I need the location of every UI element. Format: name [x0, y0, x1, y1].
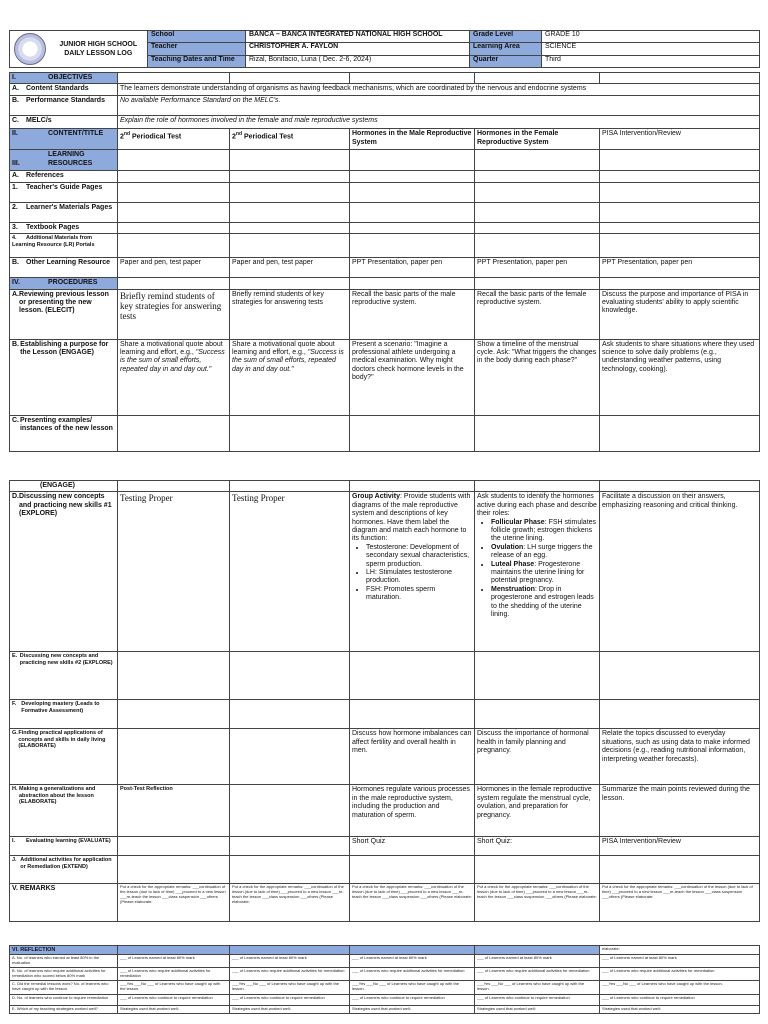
reflection-answer: Strategies used that worked well: [350, 1006, 475, 1014]
quarter-value: Third [542, 55, 760, 67]
tg-pages-label: 1. Teacher's Guide Pages [10, 182, 118, 202]
proc-d-col-2: Testing Proper [230, 492, 350, 652]
proc-f-label: F. Developing mastery (Leads to Formative Assessment) [10, 700, 118, 729]
other-resource-4: PPT Presentation, paper pen [475, 258, 600, 278]
proc-i-col-3: Short Quiz [350, 837, 475, 856]
grade-label: Grade Level [470, 31, 542, 43]
melc-label: C. MELC/s [10, 116, 118, 129]
remarks-col-5: Put a check for the appropriate remarks: ___continuation of the lesson (due to lack of time) ___proceed to a new lesson ___re-teach the lesson ___class suspension ___others (Please elaborate: [600, 884, 760, 922]
reflection-q-e: E. Which of my teaching strategies worked well? [10, 1006, 118, 1014]
proc-a-col-1: Briefly remind students of key strategies for answering tests [118, 289, 230, 339]
reflection-answer: Strategies used that worked well: [230, 1006, 350, 1014]
proc-h-col-4: Hormones in the female reproductive system regulate the menstrual cycle, ovulation, and preparation for pregnancy. [475, 785, 600, 837]
proc-d-col-5: Facilitate a discussion on their answers, emphasizing reasoning and critical thinking. [600, 492, 760, 652]
remarks-label: V. REMARKS [10, 884, 118, 922]
seal-icon [14, 33, 46, 65]
proc-a-col-3: Recall the basic parts of the male reproductive system. [350, 289, 475, 339]
proc-d-col-3: Group Activity: Provide students with diagrams of the male reproductive system and descriptions of key hormones. Have them label the diagram and match each hormone to its function: • Testosterone: Development of secondary sexual characteristics, sperm production. • LH: Stimulates testosterone production. • FSH: Promotes sperm maturation. [350, 492, 475, 652]
proc-a-col-4: Recall the basic parts of the female reproductive system. [475, 289, 600, 339]
dll-header [9, 30, 759, 68]
proc-d-col-1: Testing Proper [118, 492, 230, 652]
reflection-q-a: A. No. of learners who earned at least 80% in the evaluation [10, 955, 118, 968]
list-item: • Ovulation: LH surge triggers the release of an egg. [491, 544, 597, 561]
textbook-pages-label: 3. Textbook Pages [10, 222, 118, 233]
reflection-answer: ___ of Learners who continue to require remediation [475, 995, 600, 1006]
reflection-answer: ___ of Learners who require additional activities for remediation [230, 968, 350, 981]
dll-main-table [9, 72, 759, 452]
proc-b-col-3: Present a scenario: "Imagine a professional athlete undergoing a medical examination. Why might doctors check hormone levels in the body?" [350, 339, 475, 415]
list-item: • FSH: Promotes sperm maturation. [366, 586, 472, 603]
reflection-answer: ___Yes ___No ___ of Learners who have caught up with the lesson. [118, 981, 230, 995]
school-value: BANCA – BANCA INTEGRATED NATIONAL HIGH SCHOOL [246, 31, 470, 43]
dates-label: Teaching Dates and Time [148, 55, 246, 67]
reflection-answer: ___ of Learners who continue to require remediation [118, 995, 230, 1006]
reflection-answer: ___ of Learners who require additional activities for remediation [350, 968, 475, 981]
reflection-answer: ___ of Learners who require additional activities for remediation [475, 968, 600, 981]
proc-g-col-3: Discuss how hormone imbalances can affect fertility and overall health in men. [350, 729, 475, 785]
content-standards-text: The learners demonstrate understanding of organisms as having feedback mechanisms, which are coordinated by the nervous and endocrine systems [118, 84, 760, 96]
dates-value: Rizal, Bonifacio, Luna ( Dec. 2-6, 2024) [246, 55, 470, 67]
proc-h-col-5: Summarize the main points reviewed during the lesson. [600, 785, 760, 837]
proc-a-label: A. Reviewing previous lesson or presenting the new lesson. (ELECIT) [10, 289, 118, 339]
reflection-q-d: D. No. of learners who continue to require remediation [10, 995, 118, 1006]
log-title: JUNIOR HIGH SCHOOL DAILY LESSON LOG [50, 31, 148, 68]
other-resource-2: Paper and pen, test paper [230, 258, 350, 278]
proc-e-label: E. Discussing new concepts and practicing new skills #2 (EXPLORE) [10, 652, 118, 700]
teacher-label: Teacher [148, 43, 246, 55]
deped-seal [10, 31, 50, 68]
content-standards-label: A. Content Standards [10, 84, 118, 96]
reflection-answer: ___Yes ___No ___ of Learners who have caught up with the lesson. [475, 981, 600, 995]
reflection-q-b: B. No. of learners who require additional activities for remediation who scored below 80% mark [10, 968, 118, 981]
proc-c-label: C. Presenting examples/ instances of the new lesson [10, 415, 118, 451]
content-col-1: 2nd Periodical Test [118, 129, 230, 150]
reflection-answer: ___Yes ___No ___ of Learners who have caught up with the lesson. [230, 981, 350, 995]
remarks-col-3: Put a check for the appropriate remarks: ___continuation of the lesson (due to lack of time) ___proceed to a new lesson ___re-teach the lesson ___class suspension ___others (Please elaborate: [350, 884, 475, 922]
proc-g-label: G. Finding practical applications of concepts and skills in daily living (ELABORATE) [10, 729, 118, 785]
performance-standards-text: No available Performance Standard on the MELC's. [118, 96, 760, 116]
reflection-answer: ___ of Learners who require additional activities for remediation [600, 968, 760, 981]
proc-b-col-4: Show a timeline of the menstrual cycle. Ask: "What triggers the changes in the body during each phase?" [475, 339, 600, 415]
lr-portal-label: 4. Additional Materials from Learning Resource (LR) Portals [10, 234, 118, 258]
proc-a-col-2: Briefly remind students of key strategies for answering tests [230, 289, 350, 339]
reflection-answer: ___ of Learners earned at least 80% mark [230, 955, 350, 968]
proc-b-label: B. Establishing a purpose for the Lesson (ENGAGE) [10, 339, 118, 415]
proc-d-label: D. Discussing new concepts and practicing new skills #1 (EXPLORE) [10, 492, 118, 652]
reflection-answer: ___ of Learners earned at least 80% mark [350, 955, 475, 968]
proc-h-col-3: Hormones regulate various processes in the male reproductive system, including the production and maturation of sperm. [350, 785, 475, 837]
remarks-continued: elaborate: [600, 946, 760, 955]
proc-h-label: H. Making a generalizations and abstraction about the lesson (ELABORATE) [10, 785, 118, 837]
proc-j-label: J. Additional activities for application or Remediation (EXTEND) [10, 856, 118, 884]
proc-g-col-4: Discuss the importance of hormonal health in family planning and pregnancy. [475, 729, 600, 785]
remarks-col-4: Put a check for the appropriate remarks: ___continuation of the lesson (due to lack of time) ___proceed to a new lesson ___re-teach the lesson ___class suspension ___others (Please elaborate: [475, 884, 600, 922]
proc-c-continued: (ENGAGE) [10, 481, 118, 492]
content-col-4: Hormones in the Female Reproductive System [475, 129, 600, 150]
proc-b-col-1: Share a motivational quote about learning and effort, e.g., "Success is the sum of small efforts, repeated day in and day out." [118, 339, 230, 415]
reflection-answer: ___ of Learners earned at least 80% mark [118, 955, 230, 968]
grade-value: GRADE 10 [542, 31, 760, 43]
list-item: • LH: Stimulates testosterone production. [366, 569, 472, 586]
other-resource-1: Paper and pen, test paper [118, 258, 230, 278]
other-resource-3: PPT Presentation, paper pen [350, 258, 475, 278]
procedures-header: IV. PROCEDURES [10, 278, 118, 289]
reflection-header: VI. REFLECTION [10, 946, 118, 955]
teacher-value: CHRISTOPHER A. FAYLON [246, 43, 470, 55]
objectives-header: I. OBJECTIVES [10, 73, 118, 84]
melc-text: Explain the role of hormones involved in the female and male reproductive systems [118, 116, 760, 129]
reflection-answer: ___ of Learners earned at least 80% mark [600, 955, 760, 968]
reflection-answer: ___ of Learners who continue to require remediation [600, 995, 760, 1006]
proc-d-col-4: Ask students to identify the hormones active during each phase and describe their roles: • Follicular Phase: FSH stimulates follicle growth; estrogen thickens the uterine lining. • Ovulation: LH surge triggers the release of an egg. • Luteal Phase: Progesterone maintains the uterine lining for potential pregnancy. • Menstruation: Drop in progesterone and estrogen leads to the shedding of the uterine lining. [475, 492, 600, 652]
reflection-answer: ___Yes ___No ___ of Learners who have caught up with the lesson. [600, 981, 760, 995]
proc-g-col-5: Relate the topics discussed to everyday situations, such as using data to make informed decisions (e.g., reading nutritional information, interpreting weather forecasts). [600, 729, 760, 785]
reflection-answer: ___ of Learners who require additional activities for remediation [118, 968, 230, 981]
resources-header: III.LEARNING RESOURCES [10, 150, 118, 171]
remarks-col-1: Put a check for the appropriate remarks: ___continuation of the lesson (due to lack of time) ___proceed to a new lesson ___re-teach the lesson ___class suspension ___others (Please elaborate: [118, 884, 230, 922]
content-title-header: II. CONTENT/TITLE [10, 129, 118, 150]
proc-b-col-5: Ask students to share situations where they used science to solve daily problems (e.g., understanding weather patterns, using technology, cooking). [600, 339, 760, 415]
area-value: SCIENCE [542, 43, 760, 55]
proc-b-col-2: Share a motivational quote about learning and effort, e.g., "Success is the sum of small efforts, repeated day in and day out." [230, 339, 350, 415]
other-resource-label: B. Other Learning Resource [10, 258, 118, 278]
list-item: • Testosterone: Development of secondary sexual characteristics, sperm production. [366, 544, 472, 569]
proc-h-col-1: Post-Test Reflection [118, 785, 230, 837]
dll-procedures-continued [9, 480, 759, 922]
proc-i-label: I. Evaluating learning (EVALUATE) [10, 837, 118, 856]
content-col-3: Hormones in the Male Reproductive System [350, 129, 475, 150]
school-label: School [148, 31, 246, 43]
list-item: • Follicular Phase: FSH stimulates follicle growth; estrogen thickens the uterine lining. [491, 519, 597, 544]
other-resource-5: PPT Presentation, paper pen [600, 258, 760, 278]
remarks-col-2: Put a check for the appropriate remarks: ___continuation of the lesson (due to lack of time) ___proceed to a new lesson ___re-teach the lesson ___class suspension ___others (Please elaborate: [230, 884, 350, 922]
proc-i-col-4: Short Quiz: [475, 837, 600, 856]
reflection-answer: ___ of Learners who continue to require remediation [230, 995, 350, 1006]
quarter-label: Quarter [470, 55, 542, 67]
reflection-answer: ___ of Learners who continue to require remediation [350, 995, 475, 1006]
content-col-5: PISA Intervention/Review [600, 129, 760, 150]
reflection-q-c: C. Did the remedial lessons work? No. of learners who have caught up with the lesson. [10, 981, 118, 995]
proc-a-col-5: Discuss the purpose and importance of PISA in evaluating students' ability to apply scientific knowledge. [600, 289, 760, 339]
list-item: • Menstruation: Drop in progesterone and estrogen leads to the shedding of the uterine lining. [491, 586, 597, 620]
references-label: A. References [10, 171, 118, 182]
lm-pages-label: 2. Learner's Materials Pages [10, 202, 118, 222]
area-label: Learning Area [470, 43, 542, 55]
reflection-answer: ___Yes ___No ___ of Learners who have caught up with the lesson. [350, 981, 475, 995]
reflection-answer: ___ of Learners earned at least 80% mark [475, 955, 600, 968]
proc-i-col-5: PISA Intervention/Review [600, 837, 760, 856]
reflection-answer: Strategies used that worked well: [600, 1006, 760, 1014]
list-item: • Luteal Phase: Progesterone maintains the uterine lining for potential pregnancy. [491, 561, 597, 586]
reflection-answer: Strategies used that worked well: [475, 1006, 600, 1014]
reflection-answer: Strategies used that worked well: [118, 1006, 230, 1014]
content-col-2: 2nd Periodical Test [230, 129, 350, 150]
performance-standards-label: B. Performance Standards [10, 96, 118, 116]
dll-reflection [9, 945, 759, 1014]
